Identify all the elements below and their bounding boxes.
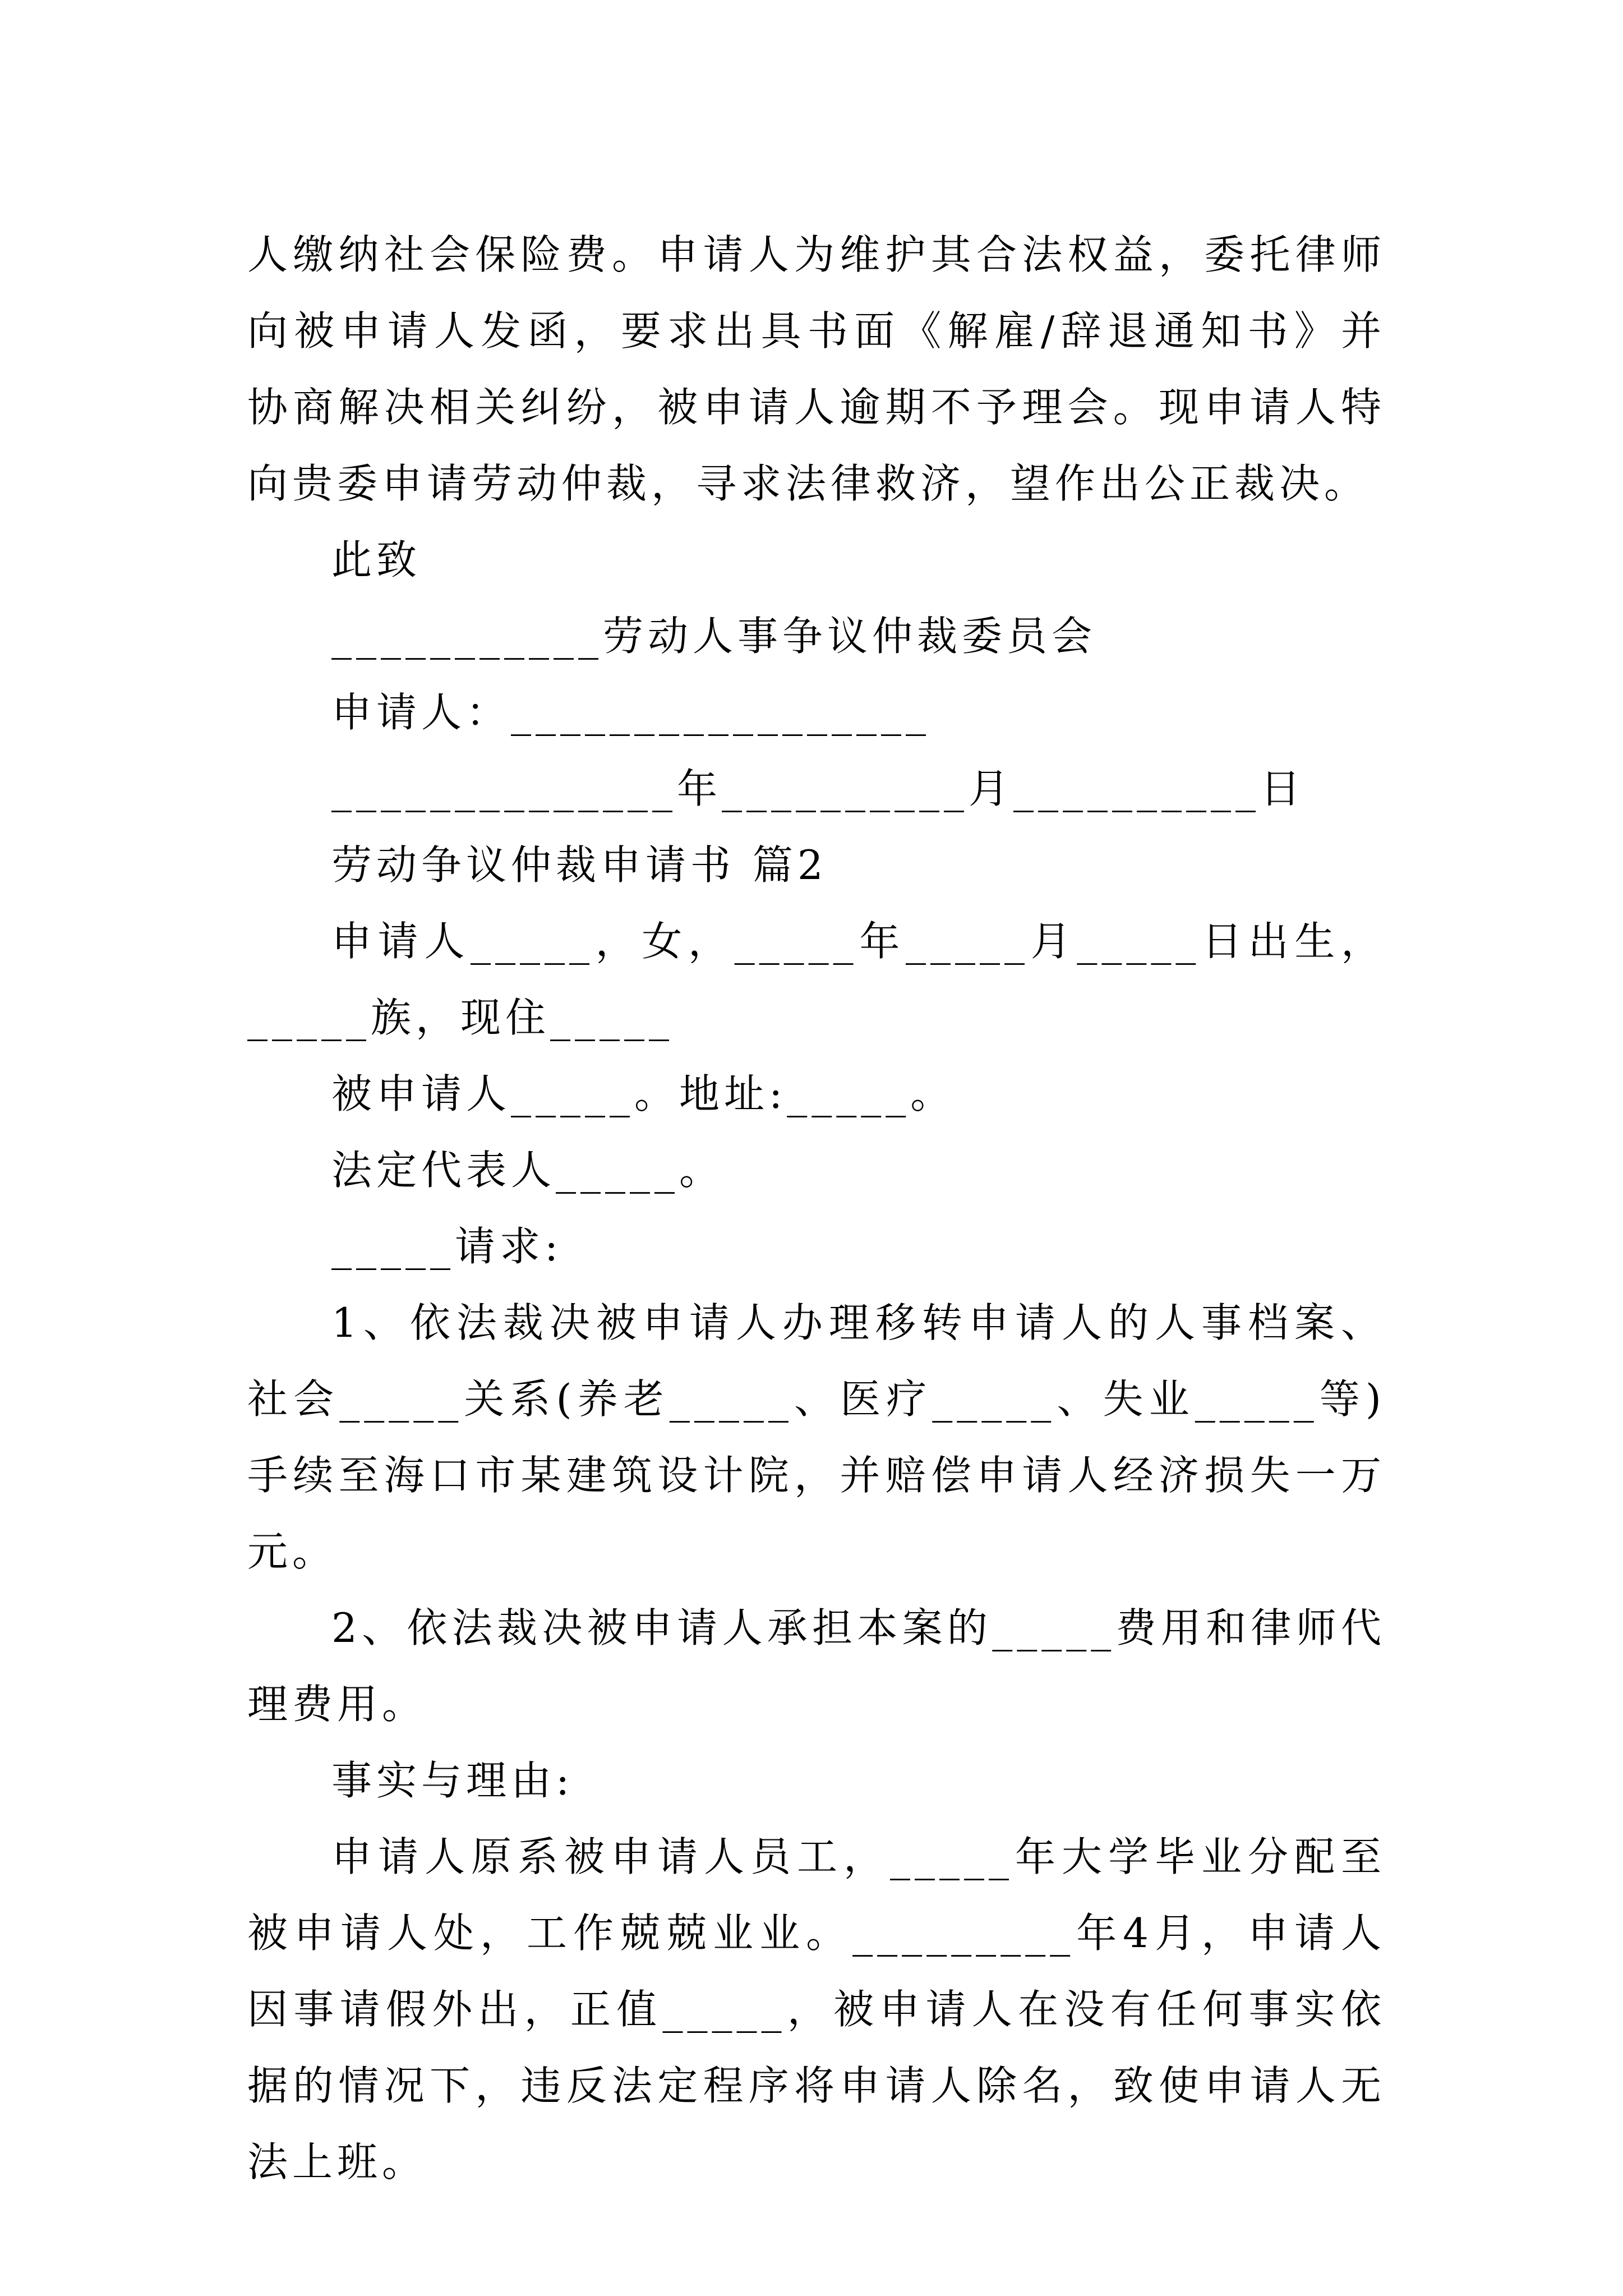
legal-representative: 法定代表人_____。 [331,1147,725,1194]
date-line: ______________年__________月__________日 [331,765,1305,812]
facts-paragraph: 申请人原系被申请人员工，_____年大学毕业分配至被申请人处，工作兢兢业业。_________年4月，申请人因事请假外出，正值_____，被申请人在没有任何事实依据的情况下，违反法定程序将申请人除名，致使申请人无法上班。 [247,1833,1386,2185]
request-item-2: 2、依法裁决被申请人承担本案的_____费用和律师代理费用。 [247,1604,1386,1728]
recipient-committee: ___________劳动人事争议仲裁委员会 [331,613,1097,660]
facts-heading: 事实与理由: [331,1757,574,1804]
requests-heading: _____请求: [331,1223,563,1270]
paragraph-continuation: 人缴纳社会保险费。申请人为维护其合法权益，委托律师向被申请人发函，要求出具书面《解雇/辞退通知书》并协商解决相关纠纷，被申请人逾期不予理会。现申请人特向贵委申请劳动仲裁，寻求法律救济，望作出公正裁决。 [247,231,1386,507]
request-item-1: 1、依法裁决被申请人办理移转申请人的人事档案、社会_____关系(养老_____、医疗_____、失业_____等)手续至海口市某建筑设计院，并赔偿申请人经济损失一万元。 [247,1299,1386,1575]
section-heading: 劳动争议仲裁申请书 篇2 [331,841,828,889]
salutation: 此致 [331,536,422,583]
applicant-info: 申请人_____，女，_____年_____月_____日出生，_____族，现住_____ [247,918,1386,1041]
document-body [247,217,1386,2200]
respondent-info: 被申请人_____。地址:_____。 [331,1070,956,1117]
applicant-signature-line: 申请人：_________________ [331,689,931,736]
